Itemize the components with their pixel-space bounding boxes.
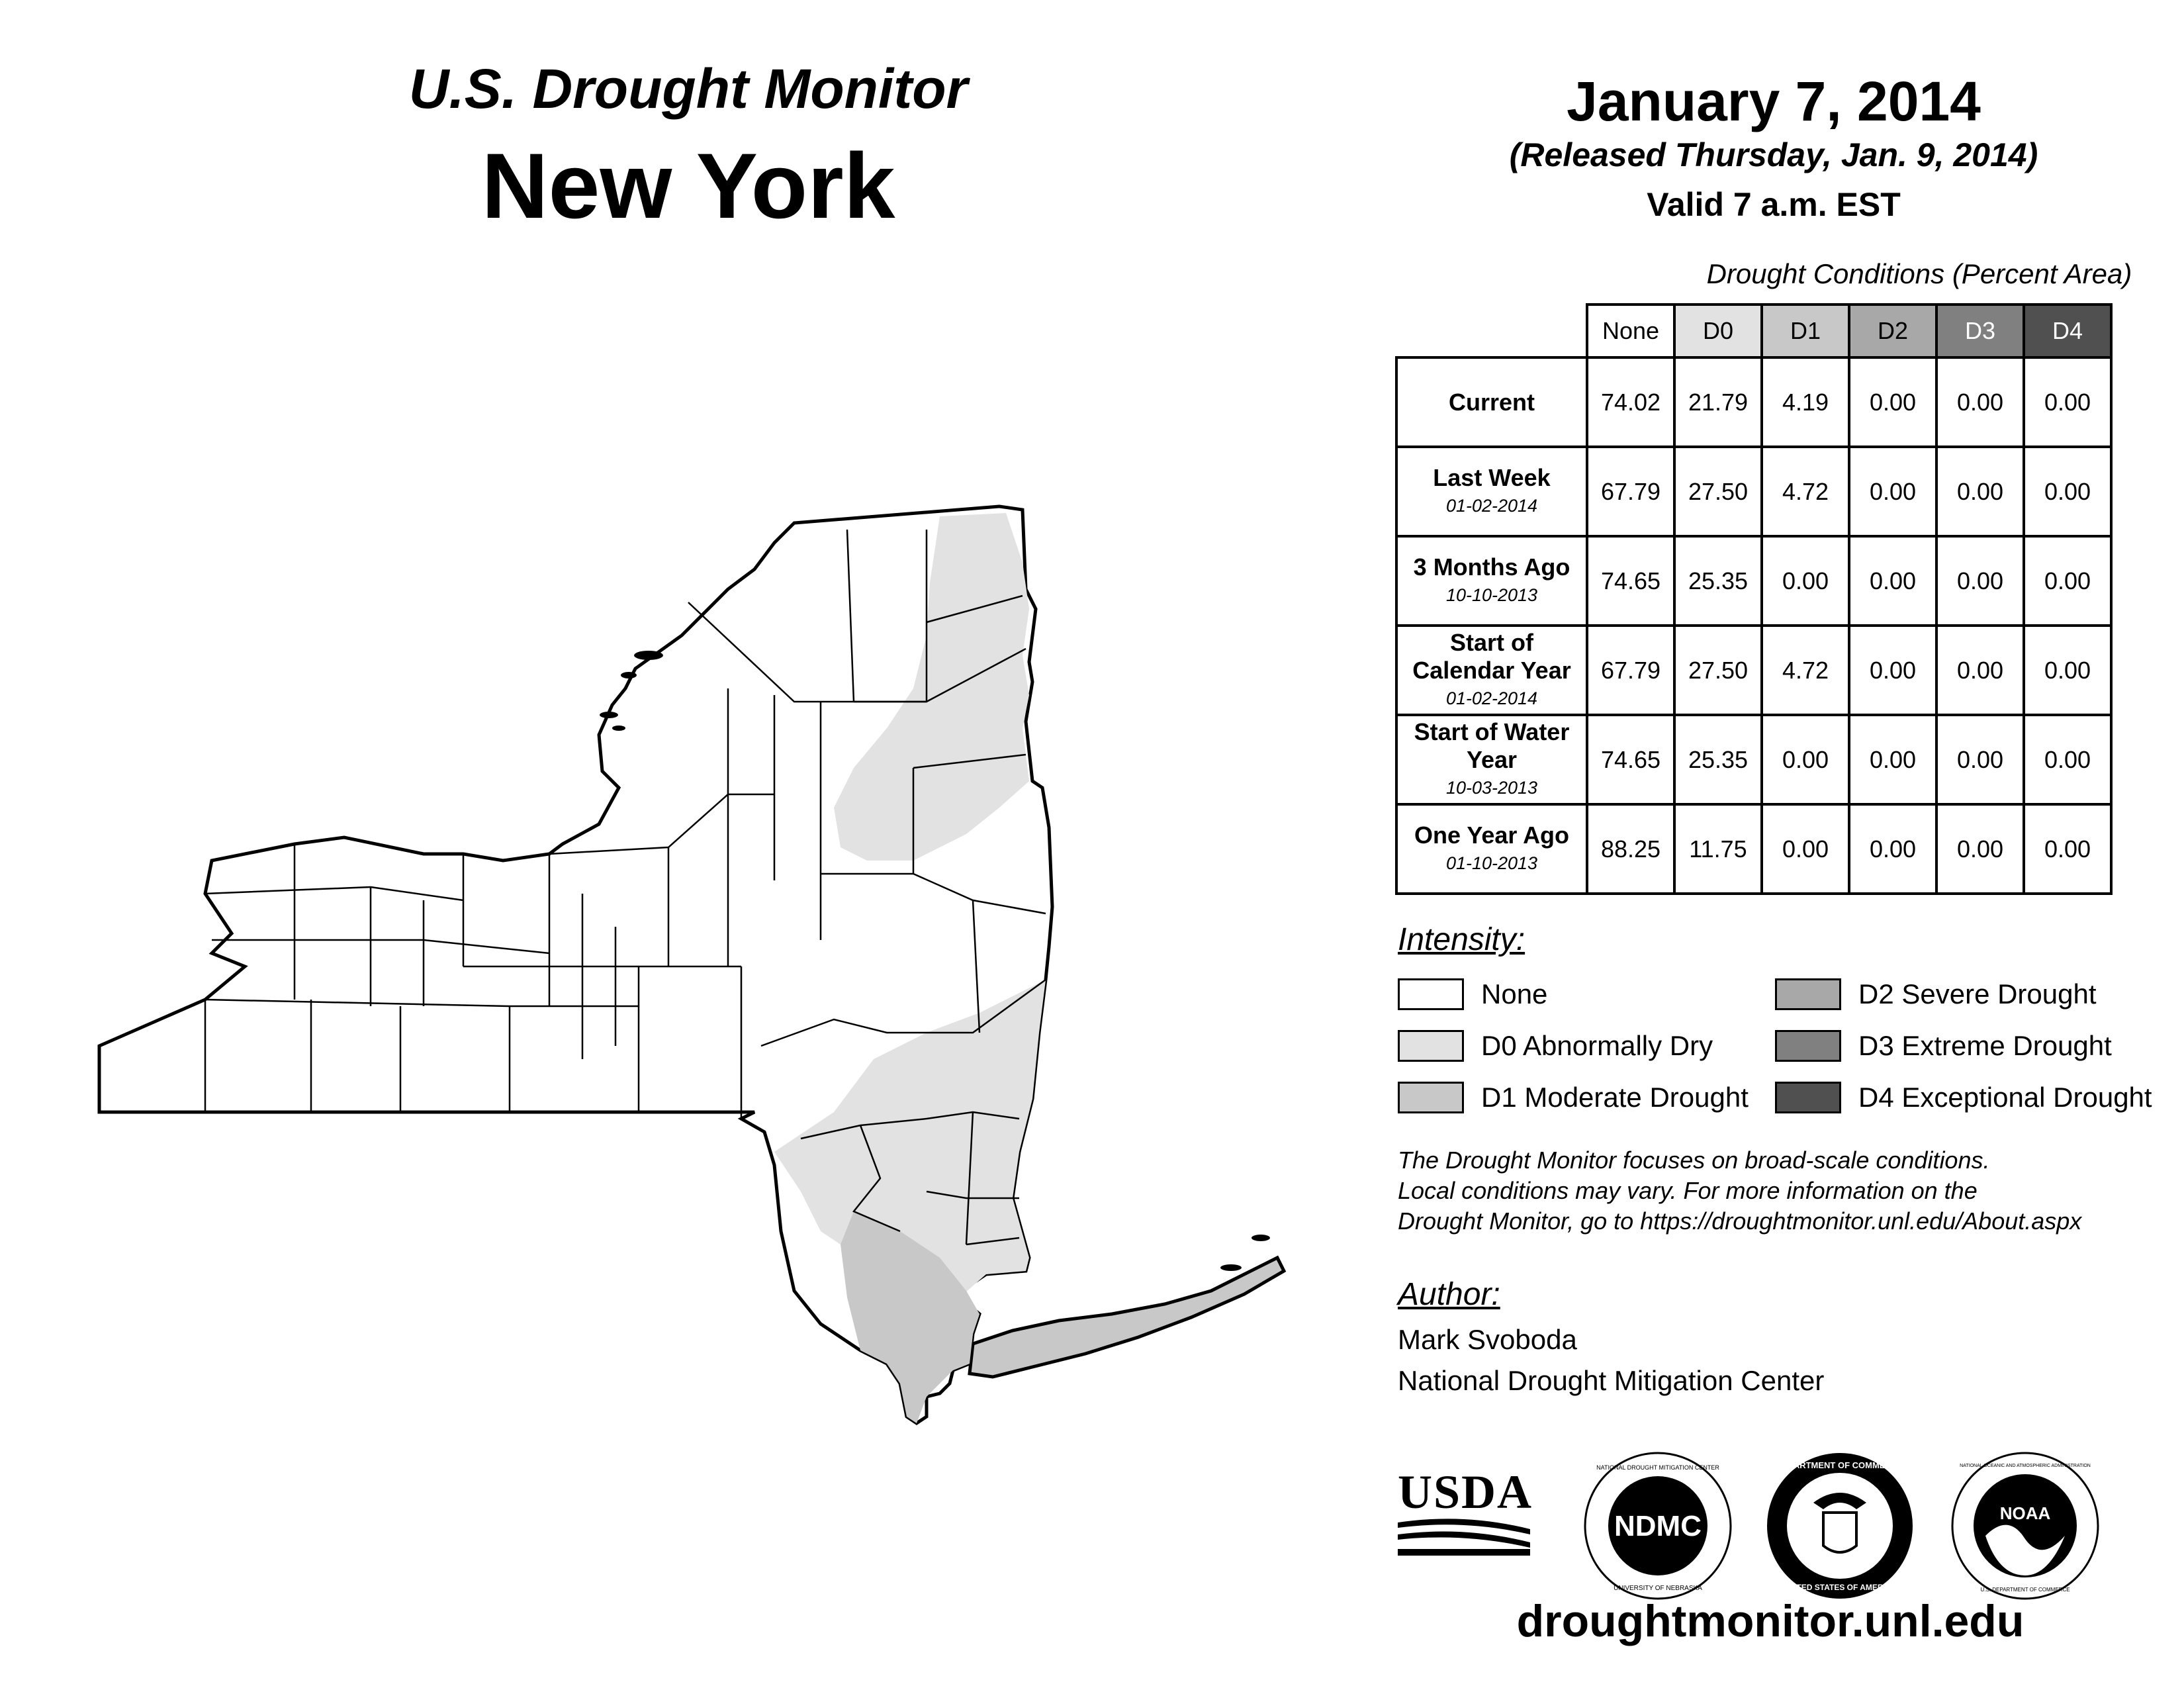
release-date: (Released Thursday, Jan. 9, 2014) xyxy=(1509,136,2038,173)
cell: 0.00 xyxy=(2024,536,2111,626)
ndmc-ring-text: NATIONAL DROUGHT MITIGATION CENTER xyxy=(1596,1464,1719,1471)
legend-label: None xyxy=(1481,978,1548,1009)
table-row xyxy=(1396,447,2111,536)
legend-label: D3 Extreme Drought xyxy=(1858,1030,2112,1061)
cell: 0.00 xyxy=(2024,626,2111,715)
usda-logo-mark xyxy=(1398,1516,1530,1558)
cell: 0.00 xyxy=(2024,447,2111,536)
cell: 25.35 xyxy=(1674,536,1762,626)
table-row xyxy=(1396,536,2111,626)
row-label: Last Week 01-02-2014 xyxy=(1396,447,1587,536)
table-corner xyxy=(1396,305,1587,357)
legend-item-d2 xyxy=(1775,978,2097,1010)
valid-time: Valid 7 a.m. EST xyxy=(1647,186,1901,223)
cell: 0.00 xyxy=(1936,357,2024,447)
legend-title: Intensity: xyxy=(1398,922,1525,957)
author-name: Mark Svoboda xyxy=(1398,1324,1577,1355)
noaa-ring-bottom-text: U.S. DEPARTMENT OF COMMERCE xyxy=(1980,1587,2070,1593)
table-row xyxy=(1396,715,2111,804)
legend-swatch xyxy=(1775,978,1841,1010)
cell: 27.50 xyxy=(1674,626,1762,715)
author-title: Author: xyxy=(1398,1277,1500,1312)
table-row xyxy=(1396,804,2111,894)
cell: 4.72 xyxy=(1762,447,1849,536)
noaa-logo-text: NOAA xyxy=(1999,1503,2051,1523)
row-label: Start of Calendar Year 01-02-2014 xyxy=(1396,626,1587,715)
table-row xyxy=(1396,357,2111,447)
cell: 0.00 xyxy=(1762,804,1849,894)
cell: 74.65 xyxy=(1587,715,1674,804)
cell: 0.00 xyxy=(2024,357,2111,447)
disclaimer-note xyxy=(1398,1145,2172,1237)
state-title: New York xyxy=(481,134,895,238)
website-url[interactable]: droughtmonitor.unl.edu xyxy=(1516,1596,2025,1646)
legend-swatch xyxy=(1775,1082,1841,1113)
ndmc-logo-text: NDMC xyxy=(1614,1510,1702,1542)
author-org: National Drought Mitigation Center xyxy=(1398,1365,1825,1396)
map-date: January 7, 2014 xyxy=(1567,70,1981,132)
row-label: One Year Ago 01-10-2013 xyxy=(1396,804,1587,894)
cell: 0.00 xyxy=(1936,536,2024,626)
ndmc-logo xyxy=(1582,1450,1734,1602)
cell: 4.72 xyxy=(1762,626,1849,715)
cell: 0.00 xyxy=(2024,804,2111,894)
legend-label: D1 Moderate Drought xyxy=(1481,1082,1749,1113)
noaa-logo xyxy=(1949,1450,2101,1602)
cell: 25.35 xyxy=(1674,715,1762,804)
d1-long-island xyxy=(970,1258,1284,1377)
cell: 0.00 xyxy=(1849,447,1936,536)
cell: 27.50 xyxy=(1674,447,1762,536)
table-row xyxy=(1396,626,2111,715)
cell: 67.79 xyxy=(1587,447,1674,536)
legend-item-none xyxy=(1398,978,1547,1010)
col-header-d4: D4 xyxy=(2024,305,2111,357)
doc-ring-bottom-text: UNITED STATES OF AMERICA xyxy=(1782,1583,1897,1592)
legend-label: D2 Severe Drought xyxy=(1858,978,2097,1009)
doc-seal-logo xyxy=(1764,1450,1916,1602)
legend-swatch xyxy=(1398,1082,1464,1113)
legend-item-d4 xyxy=(1775,1082,2152,1113)
legend-label: D0 Abnormally Dry xyxy=(1481,1030,1713,1061)
legend-item-d1 xyxy=(1398,1082,1749,1113)
cell: 0.00 xyxy=(1849,357,1936,447)
cell: 21.79 xyxy=(1674,357,1762,447)
cell: 0.00 xyxy=(1762,715,1849,804)
table-caption: Drought Conditions (Percent Area) xyxy=(1706,258,2132,289)
cell: 0.00 xyxy=(1936,804,2024,894)
cell: 67.79 xyxy=(1587,626,1674,715)
doc-ring-text: DEPARTMENT OF COMMERCE xyxy=(1776,1460,1903,1470)
cell: 0.00 xyxy=(1849,715,1936,804)
col-header-d1: D1 xyxy=(1762,305,1849,357)
row-label: Current xyxy=(1396,357,1587,447)
cell: 88.25 xyxy=(1587,804,1674,894)
note-line: The Drought Monitor focuses on broad-scale conditions. xyxy=(1398,1147,1990,1174)
legend-item-d0 xyxy=(1398,1030,1713,1062)
cell: 74.65 xyxy=(1587,536,1674,626)
cell: 0.00 xyxy=(1936,447,2024,536)
row-label: Start of Water Year 10-03-2013 xyxy=(1396,715,1587,804)
drought-conditions-table xyxy=(1395,303,2113,895)
ndmc-ring-bottom-text: UNIVERSITY OF NEBRASKA xyxy=(1614,1585,1702,1592)
cell: 11.75 xyxy=(1674,804,1762,894)
cell: 0.00 xyxy=(1849,804,1936,894)
legend-swatch xyxy=(1775,1030,1841,1062)
noaa-ring-text: NATIONAL OCEANIC AND ATMOSPHERIC ADMINISTRATION xyxy=(1960,1464,2091,1468)
note-line[interactable]: Drought Monitor, go to https://droughtmonitor.unl.edu/About.aspx xyxy=(1398,1207,2082,1235)
monitor-title: U.S. Drought Monitor xyxy=(408,58,968,120)
cell: 0.00 xyxy=(1936,715,2024,804)
col-header-d3: D3 xyxy=(1936,305,2024,357)
legend-label: D4 Exceptional Drought xyxy=(1858,1082,2152,1113)
col-header-d2: D2 xyxy=(1849,305,1936,357)
cell: 0.00 xyxy=(1849,536,1936,626)
cell: 0.00 xyxy=(1762,536,1849,626)
col-header-none: None xyxy=(1587,305,1674,357)
cell: 4.19 xyxy=(1762,357,1849,447)
col-header-d0: D0 xyxy=(1674,305,1762,357)
legend-swatch xyxy=(1398,978,1464,1010)
legend-item-d3 xyxy=(1775,1030,2112,1062)
note-line: Local conditions may vary. For more information on the xyxy=(1398,1177,1978,1204)
usda-logo-text: USDA xyxy=(1398,1466,1533,1519)
legend-swatch xyxy=(1398,1030,1464,1062)
cell: 74.02 xyxy=(1587,357,1674,447)
cell: 0.00 xyxy=(2024,715,2111,804)
cell: 0.00 xyxy=(1849,626,1936,715)
row-label: 3 Months Ago 10-10-2013 xyxy=(1396,536,1587,626)
cell: 0.00 xyxy=(1936,626,2024,715)
usda-logo xyxy=(1398,1466,1533,1561)
